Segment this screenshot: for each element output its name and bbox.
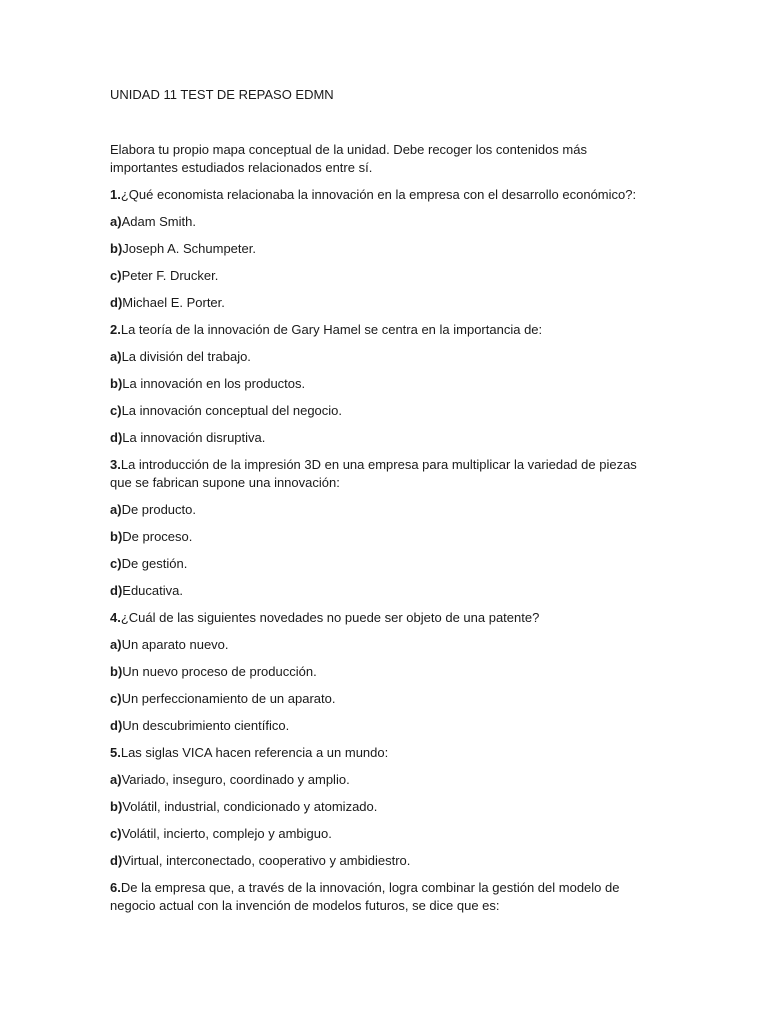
- option-label: b): [110, 799, 123, 814]
- answer-option: [110, 240, 650, 258]
- option-text: La innovación en los productos.: [122, 376, 306, 391]
- option-text: La innovación conceptual del negocio.: [121, 403, 343, 418]
- option-label: a): [110, 772, 122, 787]
- question-number: 4.: [110, 610, 121, 625]
- answer-option: [110, 690, 650, 708]
- answer-option: [110, 528, 650, 546]
- option-label: d): [110, 583, 123, 598]
- option-text: Un perfeccionamiento de un aparato.: [121, 691, 336, 706]
- option-label: c): [110, 556, 122, 571]
- option-text: Volátil, industrial, condicionado y atomizado.: [122, 799, 378, 814]
- question-text: ¿Qué economista relacionaba la innovación en la empresa con el desarrollo económico?:: [120, 187, 637, 202]
- option-text: Joseph A. Schumpeter.: [122, 241, 256, 256]
- answer-option: [110, 852, 650, 870]
- answer-option: [110, 348, 650, 366]
- option-text: Peter F. Drucker.: [121, 268, 219, 283]
- option-label: a): [110, 502, 122, 517]
- option-label: d): [110, 718, 123, 733]
- answer-option: [110, 555, 650, 573]
- answer-option: [110, 375, 650, 393]
- question-2: [110, 321, 650, 339]
- option-label: c): [110, 826, 122, 841]
- answer-option: [110, 501, 650, 519]
- option-text: Volátil, incierto, complejo y ambiguo.: [121, 826, 332, 841]
- question-text: La introducción de la impresión 3D en una empresa para multiplicar la variedad de piezas que se fabrican supone una innovación:: [110, 457, 637, 490]
- option-text: La división del trabajo.: [121, 349, 251, 364]
- question-4: [110, 609, 650, 627]
- answer-option: [110, 771, 650, 789]
- answer-option: [110, 402, 650, 420]
- document-page: [110, 86, 650, 924]
- option-label: b): [110, 241, 123, 256]
- option-text: Variado, inseguro, coordinado y amplio.: [121, 772, 350, 787]
- question-list: [110, 186, 650, 915]
- question-text: Las siglas VICA hacen referencia a un mundo:: [120, 745, 389, 760]
- answer-option: [110, 663, 650, 681]
- option-text: De proceso.: [122, 529, 193, 544]
- answer-option: [110, 429, 650, 447]
- question-6: [110, 879, 650, 915]
- answer-option: [110, 636, 650, 654]
- answer-option: [110, 798, 650, 816]
- question-3: [110, 456, 650, 492]
- question-number: 1.: [110, 187, 121, 202]
- option-label: b): [110, 529, 123, 544]
- question-text: De la empresa que, a través de la innovación, logra combinar la gestión del modelo de negocio actual con la invención de modelos futuros, se dice que es:: [110, 880, 620, 913]
- intro-paragraph: Elabora tu propio mapa conceptual de la unidad. Debe recoger los contenidos más importantes estudiados relacionados entre sí.: [110, 142, 587, 175]
- option-label: c): [110, 691, 122, 706]
- option-text: Un nuevo proceso de producción.: [122, 664, 317, 679]
- option-label: d): [110, 853, 123, 868]
- option-label: b): [110, 664, 123, 679]
- option-text: Adam Smith.: [121, 214, 196, 229]
- question-number: 2.: [110, 322, 121, 337]
- option-label: a): [110, 637, 122, 652]
- answer-option: [110, 717, 650, 735]
- option-label: c): [110, 268, 122, 283]
- option-label: a): [110, 214, 122, 229]
- option-text: Virtual, interconectado, cooperativo y ambidiestro.: [122, 853, 411, 868]
- question-text: ¿Cuál de las siguientes novedades no puede ser objeto de una patente?: [120, 610, 540, 625]
- answer-option: [110, 213, 650, 231]
- option-text: La innovación disruptiva.: [122, 430, 266, 445]
- question-number: 3.: [110, 457, 121, 472]
- answer-option: [110, 825, 650, 843]
- option-label: b): [110, 376, 123, 391]
- question-number: 6.: [110, 880, 121, 895]
- document-title: UNIDAD 11 TEST DE REPASO EDMN: [110, 87, 334, 102]
- question-5: [110, 744, 650, 762]
- answer-option: [110, 267, 650, 285]
- answer-option: [110, 294, 650, 312]
- question-1: [110, 186, 650, 204]
- question-number: 5.: [110, 745, 121, 760]
- option-label: d): [110, 295, 123, 310]
- option-label: d): [110, 430, 123, 445]
- option-text: De producto.: [121, 502, 196, 517]
- option-text: Educativa.: [122, 583, 183, 598]
- answer-option: [110, 582, 650, 600]
- option-text: Un descubrimiento científico.: [122, 718, 290, 733]
- option-text: Un aparato nuevo.: [121, 637, 229, 652]
- question-text: La teoría de la innovación de Gary Hamel se centra en la importancia de:: [120, 322, 543, 337]
- option-label: c): [110, 403, 122, 418]
- option-text: De gestión.: [121, 556, 188, 571]
- option-text: Michael E. Porter.: [122, 295, 225, 310]
- option-label: a): [110, 349, 122, 364]
